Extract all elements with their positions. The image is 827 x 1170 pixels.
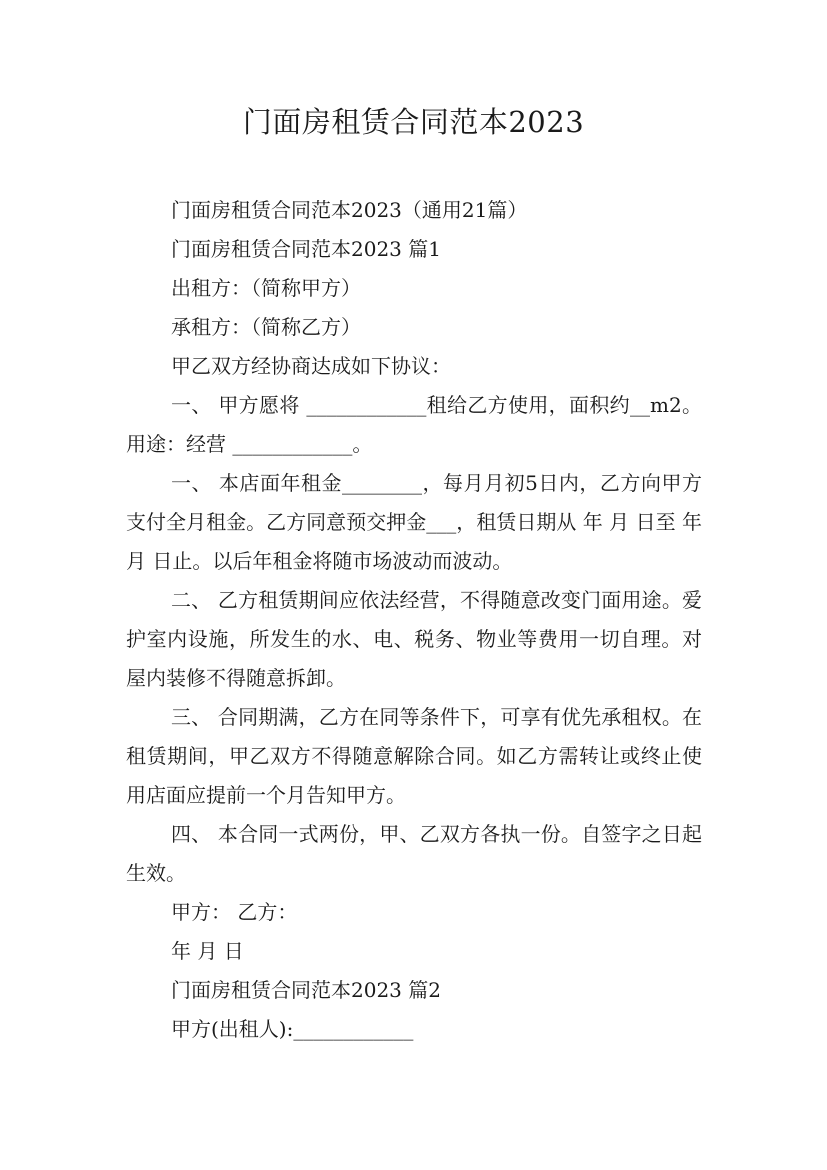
document-title: 门面房租赁合同范本2023 <box>242 105 585 139</box>
paragraph-lessor-blank: 甲方(出租人):____________ <box>171 1017 414 1041</box>
paragraph-signatures: 甲方： 乙方： <box>171 900 298 924</box>
paragraph-clause-rent: 一、 本店面年租金________，每月月初5日内，乙方向甲方支付全月租金。乙方同意预交押金___，租赁日期从 年 月 日至 年 月 日止。以后年租金将随市场波动而波动。 <box>126 471 702 573</box>
paragraph-date: 年 月 日 <box>171 939 244 963</box>
document-body <box>126 191 702 1049</box>
paragraph-subtitle: 门面房租赁合同范本2023（通用21篇） <box>171 198 528 222</box>
paragraph-section-heading-1: 门面房租赁合同范本2023 篇1 <box>171 237 441 261</box>
paragraph-lessee: 承租方：（简称乙方） <box>171 315 361 339</box>
paragraph-clause-renewal: 三、 合同期满，乙方在同等条件下，可享有优先承租权。在租赁期间，甲乙双方不得随意解除合同。如乙方需转让或终止使用店面应提前一个月告知甲方。 <box>126 705 702 807</box>
paragraph-section-heading-2: 门面房租赁合同范本2023 篇2 <box>171 978 441 1002</box>
paragraph-clause-copies: 四、 本合同一式两份，甲、乙双方各执一份。自签字之日起生效。 <box>126 822 702 885</box>
paragraph-clause-premises: 一、 甲方愿将 ____________租给乙方使用，面积约__m2。用途：经营 ____________。 <box>126 393 702 456</box>
paragraph-clause-usage: 二、 乙方租赁期间应依法经营，不得随意改变门面用途。爱护室内设施，所发生的水、电、税务、物业等费用一切自理。对屋内装修不得随意拆卸。 <box>126 588 702 690</box>
paragraph-lessor: 出租方：（简称甲方） <box>171 276 361 300</box>
paragraph-agreement-intro: 甲乙双方经协商达成如下协议： <box>171 354 451 378</box>
